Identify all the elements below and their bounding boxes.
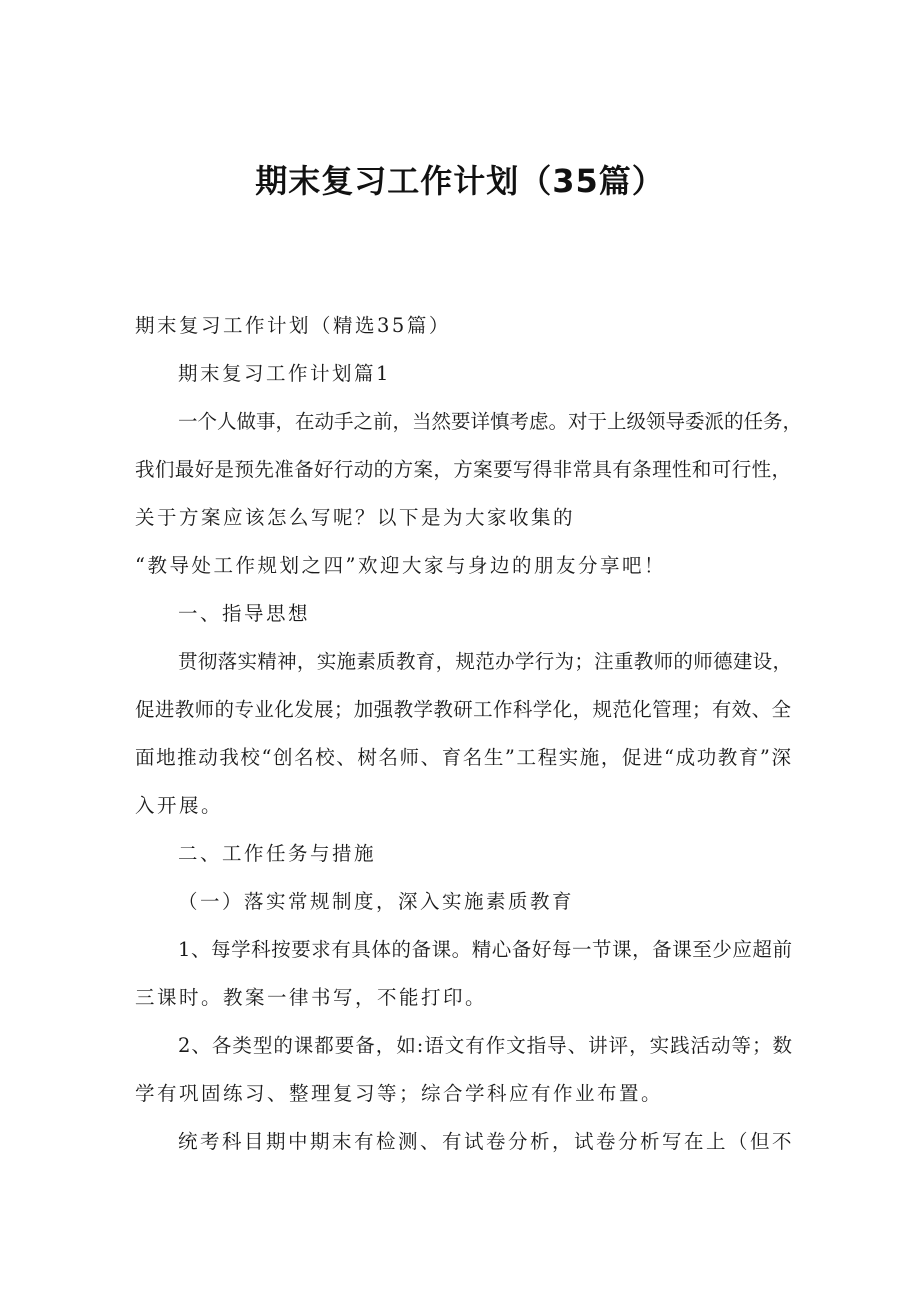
paragraph-line: 促进教师的专业化发展；加强教学教研工作科学化，规范化管理；有效、全 bbox=[135, 698, 791, 721]
paragraph-line: 贯彻落实精神，实施素质教育，规范办学行为；注重教师的师德建设， bbox=[178, 650, 792, 673]
paragraph-line: 统考科目期中期末有检测、有试卷分析，试卷分析写在上（但不 bbox=[178, 1130, 795, 1153]
paragraph-line: “教导处工作规划之四”欢迎大家与身边的朋友分享吧！ bbox=[135, 554, 666, 577]
paragraph-line: 学有巩固练习、整理复习等；综合学科应有作业布置。 bbox=[135, 1082, 664, 1105]
paragraph-line: 我们最好是预先准备好行动的方案，方案要写得非常具有条理性和可行性， bbox=[135, 458, 791, 481]
paragraph-line: 1、每学科按要求有具体的备课。精心备好每一节课，备课至少应超前 bbox=[178, 938, 792, 961]
paragraph-line: 2、各类型的课都要备，如:语文有作文指导、讲评，实践活动等；数 bbox=[178, 1034, 792, 1057]
section-heading: 一、指导思想 bbox=[178, 602, 311, 625]
paragraph-line: 一个人做事，在动手之前，当然要详慎考虑。对于上级领导委派的任务， bbox=[178, 410, 803, 433]
paragraph-line: 关于方案应该怎么写呢？以下是为大家收集的 bbox=[135, 506, 576, 529]
paragraph-line: 入开展。 bbox=[135, 794, 224, 817]
page-title: 期末复习工作计划（35篇） bbox=[255, 162, 665, 200]
subsection-heading: （一）落实常规制度，深入实施素质教育 bbox=[178, 890, 575, 913]
paragraph-line: 面地推动我校“创名校、树名师、育名生”工程实施，促进“成功教育”深 bbox=[135, 746, 791, 769]
subtitle-line: 期末复习工作计划（精选35篇） bbox=[135, 314, 451, 337]
section-heading: 期末复习工作计划篇1 bbox=[178, 362, 391, 385]
section-heading: 二、工作任务与措施 bbox=[178, 842, 377, 865]
paragraph-line: 三课时。教案一律书写，不能打印。 bbox=[135, 986, 488, 1009]
